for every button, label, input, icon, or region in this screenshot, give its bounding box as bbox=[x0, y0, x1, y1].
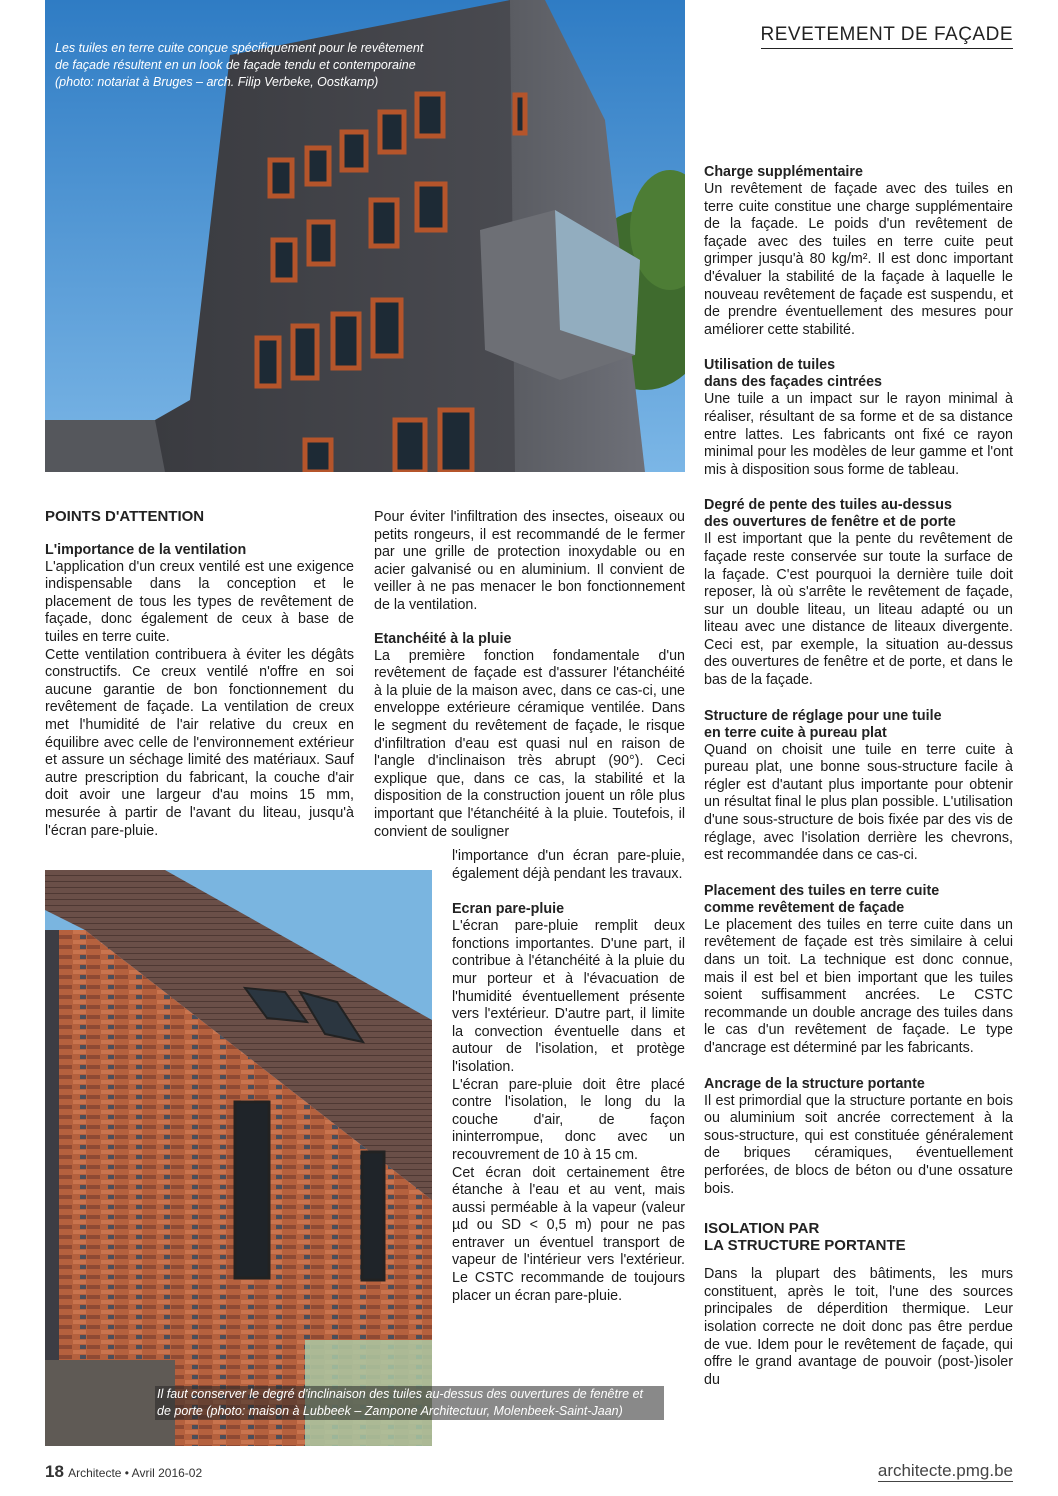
caption-line: de porte (photo: maison à Lubbeek – Zampone Architectuur, Molenbeek-Saint-Jaan) bbox=[157, 1404, 623, 1418]
paragraph: Pour éviter l'infiltration des insectes, oiseaux ou petits rongeurs, il est recommandé de le fermer par une grille de protection inoxydable ou en acier galvanisé ou en aluminium. Il convient de veiller à ne pas menacer le bon fonctionnement de la ventilation. bbox=[374, 509, 685, 613]
heading-line: comme revêtement de façade bbox=[704, 899, 905, 916]
magazine-info: Architecte • Avril 2016-02 bbox=[68, 1466, 203, 1480]
paragraph: Il est primordial que la structure portante en bois ou aluminium soit ancrée correctement à la sous-structure, qui est constituée généralement de briques céramiques, éventuellement perforées, de blocs de béton ou d'une ossature bois. bbox=[704, 1092, 1013, 1197]
paragraph: L'écran pare-pluie doit être placé contre l'isolation, le long du la couche d'air, de façon ininterrompue, donc avec un recouvrement de 10 à 15 cm. bbox=[452, 1076, 685, 1163]
paragraph: Quand on choisit une tuile en terre cuite à pureau plat, une bonne sous-structure facile à régler est d'autant plus importante pour obtenir un résultat final le plus plan possible. L'utilisation d'une sous-structure de bois fixée par des vis de réglage, avec l'isolation derrière les chevrons, est recommandée dans ce cas-ci. bbox=[704, 741, 1013, 864]
paragraph: Le placement des tuiles en terre cuite dans un revêtement de façade est très similaire à celui dans un toit. La technique est donc connue, mais il est bel et bien important que les tuiles soient suffisamment ancrées. Le CSTC recommande un double ancrage des tuiles dans le cas d'un revêtement de façade. Le type d'ancrage est déterminé par les fabricants. bbox=[704, 916, 1013, 1056]
subheading-pente bbox=[704, 497, 1013, 531]
heading-line: en terre cuite à pureau plat bbox=[704, 724, 887, 741]
paragraph: L'écran pare-pluie remplit deux fonctions importantes. D'une part, il contribue à l'étanchéité à la pluie du mur porteur et à l'évacuation de l'humidité éventuellement présente vers l'extérieur. D'autre part, il limite la convection éventuelle dans et autour de l'isolation, et protège l'isolation. bbox=[452, 918, 685, 1075]
building-photo-top bbox=[45, 0, 685, 472]
column-1 bbox=[45, 508, 354, 840]
heading-line: Placement des tuiles en terre cuite bbox=[704, 882, 940, 899]
subheading-ancrage: Ancrage de la structure portante bbox=[704, 1075, 925, 1092]
caption-line: (photo: notariat à Bruges – arch. Filip Verbeke, Oostkamp) bbox=[55, 75, 379, 89]
heading-line: Degré de pente des tuiles au-dessus bbox=[704, 497, 952, 514]
footer-left bbox=[45, 1462, 202, 1482]
subheading-placement bbox=[704, 883, 1013, 917]
house-photo-bottom bbox=[45, 870, 432, 1446]
column-2 bbox=[374, 509, 685, 841]
section-title: REVETEMENT DE FAÇADE bbox=[761, 24, 1013, 49]
house-illustration bbox=[45, 870, 432, 1446]
paragraph: Il est important que la pente du revêtement de façade reste conservée sur toute la surface de la façade. C'est pourquoi la dernière tuile doit reposer, là où s'arrête le revêtement de façade, sur un double liteau, un liteau adapté ou un liteau avec une distance de liteaux divergente. Ceci est, par exemple, la situation au-dessus des ouvertures de fenêtre et de porte, et dans le bas de la façade. bbox=[704, 531, 1013, 689]
paragraph: L'application d'un creux ventilé est une exigence indispensable dans la conception et le placement de tous les types de revêtement de façade, donc également de ceux à base de tuiles en terre cuite. bbox=[45, 558, 354, 645]
caption-line: de façade résultent en un look de façade tendu et contemporaine bbox=[55, 58, 416, 72]
paragraph: La première fonction fondamentale d'un revêtement de façade est d'assurer l'étanchéité à la pluie de la maison avec, dans ce cas-ci, une enveloppe extérieure céramique ventilée. Dans le segment du revêtement de façade, le risque d'infiltration d'eau est quasi nul en raison de l'angle d'inclinaison très abrupt (90°). Ceci explique que, dans ce cas, la stabilité et la disposition de la construction jouent un rôle plus important que l'étanchéité à la pluie. Toutefois, il convient de souligner bbox=[374, 647, 685, 840]
subheading-reglage bbox=[704, 708, 1013, 742]
subheading-charge: Charge supplémentaire bbox=[704, 164, 863, 180]
heading-line: dans des façades cintrées bbox=[704, 374, 883, 391]
paragraph: Cette ventilation contribuera à éviter les dégâts constructifs. Ce creux ventilé n'offre en soi aucune garantie de bon fonctionnement du revêtement de façade. La ventilation de creux met l'humidité de l'air relative du creux en équilibre avec celle de l'environnement extérieur et assure un séchage limité des matériaux. Sauf autre prescription du fabricant, la couche d'air doit avoir une largeur d'au moins 15 mm, mesurée à partir de l'avant du liteau, jusqu'à l'écran pare-pluie. bbox=[45, 646, 354, 839]
top-photo-caption bbox=[55, 40, 475, 91]
subheading-cintrees bbox=[704, 357, 1013, 391]
paragraph: l'importance d'un écran pare-pluie, également déjà pendant les travaux. bbox=[452, 848, 685, 882]
caption-line: Les tuiles en terre cuite conçue spécifiquement pour le revêtement bbox=[55, 41, 424, 55]
subheading-ventilation: L'importance de la ventilation bbox=[45, 541, 247, 558]
heading-line: Structure de réglage pour une tuile bbox=[704, 707, 942, 724]
bottom-photo-caption bbox=[155, 1386, 664, 1420]
website-link[interactable]: architecte.pmg.be bbox=[877, 1461, 1013, 1480]
paragraph: Dans la plupart des bâtiments, les murs constituent, après le toit, l'une des sources principales de déperdition thermique. Leur isolation correcte ne doit donc pas être perdue de vue. Idem pour le revêtement de façade, qui offre le grand avantage de pouvoir (post-)isoler du bbox=[704, 1266, 1013, 1388]
column-2-lower bbox=[452, 848, 685, 1305]
column-3 bbox=[704, 164, 1013, 1389]
heading-line: des ouvertures de fenêtre et de porte bbox=[704, 514, 956, 531]
subheading-etancheite: Etanchéité à la pluie bbox=[374, 630, 512, 647]
section-heading: POINTS D'ATTENTION bbox=[45, 508, 205, 525]
heading-line: Utilisation de tuiles bbox=[704, 357, 836, 374]
subheading-ecran: Ecran pare-pluie bbox=[452, 901, 565, 918]
heading-line: LA STRUCTURE PORTANTE bbox=[704, 1237, 906, 1255]
paragraph: Une tuile a un impact sur le rayon minimal à réaliser, résultant de sa forme et de sa distance entre lattes. Les fabricants ont fixé ce rayon minimal pour les modèles de leur gamme et l'ont mis à disposition sous forme de tableau. bbox=[704, 391, 1013, 478]
paragraph: Un revêtement de façade avec des tuiles en terre cuite constitue une charge supplémentaire de la façade. Le poids d'un revêtement de façade avec des tuiles en terre cuite peut grimper jusqu'à 80 kg/m². Il est donc important d'évaluer la stabilité de la façade à laquelle le nouveau revêtement de façade est suspendu, et de prendre éventuellement des mesures pour améliorer cette stabilité. bbox=[704, 181, 1013, 338]
section-heading-isolation bbox=[704, 1220, 1013, 1254]
heading-line: ISOLATION PAR bbox=[704, 1220, 820, 1238]
paragraph: Cet écran doit certainement être étanche à l'eau et au vent, mais aussi perméable à la vapeur (valeur µd ou SD < 0,5 m) pour ne pas entraver un éventuel transport de vapeur de l'intérieur vers l'extérieur. Le CSTC recommande de toujours placer un écran pare-pluie. bbox=[452, 1164, 685, 1304]
caption-line: Il faut conserver le degré d'inclinaison des tuiles au-dessus des ouvertures de fenêtre et bbox=[157, 1387, 643, 1401]
page-number: 18 bbox=[45, 1462, 64, 1481]
